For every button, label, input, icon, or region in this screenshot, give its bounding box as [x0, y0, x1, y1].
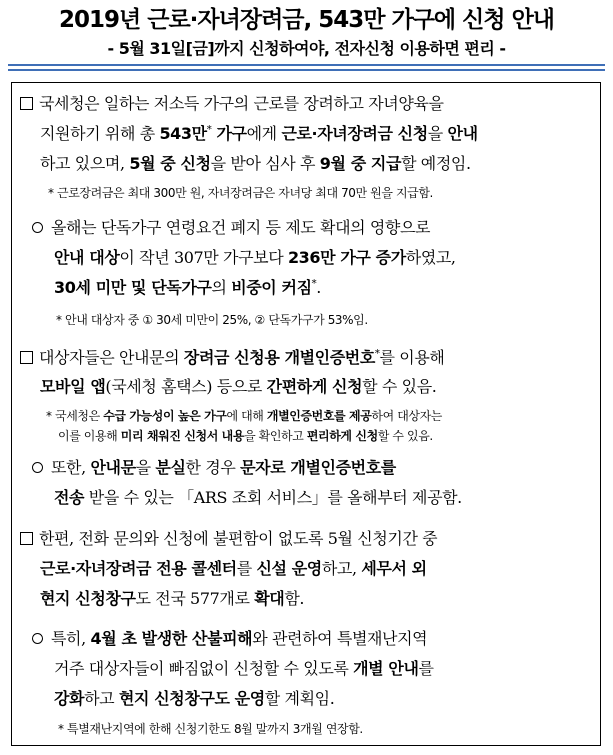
page-subtitle: - 5월 31일[금]까지 신청하여야, 전자신청 이용하면 편리 - — [107, 39, 506, 58]
section3-sub-line1: 특히, 4월 초 발생한 산불피해와 관련하여 특별재난지역 — [32, 628, 427, 650]
content-box — [11, 82, 601, 746]
section2-note-line2: 이를 이용해 미리 채워진 신청서 내용을 확인하고 편리하게 신청할 수 있음. — [58, 429, 433, 443]
section2-note-line1: * 국세청은 수급 가능성이 높은 가구에 대해 개별인증번호를 제공하여 대상자는 — [46, 409, 442, 423]
section2-sub-line2: 전송 받을 수 있는 「ARS 조회 서비스」를 올해부터 제공함. — [54, 488, 462, 507]
section3-sub-line3: 강화하고 현지 신청창구도 운영할 계획임. — [54, 689, 335, 708]
section1-line1: 국세청은 일하는 저소득 가구의 근로를 장려하고 자녀양육을 — [20, 93, 444, 115]
section1-line2: 지원하기 위해 총 543만* 가구에게 근로·자녀장려금 신청을 안내 — [40, 124, 478, 143]
section2-sub-line1: 또한, 안내문을 분실한 경우 문자로 개별인증번호를 — [32, 457, 396, 479]
title-rule-top — [8, 64, 605, 66]
title-rule-bottom — [8, 69, 605, 71]
page-title: 2019년 근로·자녀장려금, 543만 가구에 신청 안내 — [59, 7, 555, 33]
section3-line1: 한편, 전화 문의와 신청에 불편함이 없도록 5월 신청기간 중 — [20, 528, 437, 550]
section3-sub-line2: 거주 대상자들이 빠짐없이 신청할 수 있도록 개별 안내를 — [54, 659, 434, 678]
section1-sub-note: * 안내 대상자 중 ① 30세 미만이 25%, ② 단독가구가 53%임. — [56, 313, 368, 327]
section1-sub-line1: 올해는 단독가구 연령요건 폐지 등 제도 확대의 영향으로 — [32, 217, 430, 239]
section2-line1: 대상자들은 안내문의 장려금 신청용 개별인증번호*를 이용해 — [20, 347, 444, 369]
section3-line3: 현지 신청창구도 전국 577개로 확대함. — [40, 589, 305, 608]
circle-bullet-icon — [32, 633, 43, 644]
section3-line2: 근로·자녀장려금 전용 콜센터를 신설 운영하고, 세무서 외 — [40, 559, 427, 578]
square-bullet-icon — [20, 97, 33, 110]
section3-sub-note: * 특별재난지역에 한해 신청기한도 8월 말까지 3개월 연장함. — [58, 722, 363, 736]
square-bullet-icon — [20, 351, 33, 364]
section1-note: * 근로장려금은 최대 300만 원, 자녀장려금은 자녀당 최대 70만 원을 지급함. — [48, 186, 433, 200]
circle-bullet-icon — [32, 222, 43, 233]
square-bullet-icon — [20, 532, 33, 545]
section2-line2: 모바일 앱(국세청 홈택스) 등으로 간편하게 신청할 수 있음. — [40, 377, 437, 396]
circle-bullet-icon — [32, 462, 43, 473]
section1-sub-line3: 30세 미만 및 단독가구의 비중이 커짐*. — [54, 278, 321, 297]
section1-line3: 하고 있으며, 5월 중 신청을 받아 심사 후 9월 중 지급할 예정임. — [40, 154, 471, 173]
section1-sub-line2: 안내 대상이 작년 307만 가구보다 236만 가구 증가하였고, — [54, 248, 456, 267]
